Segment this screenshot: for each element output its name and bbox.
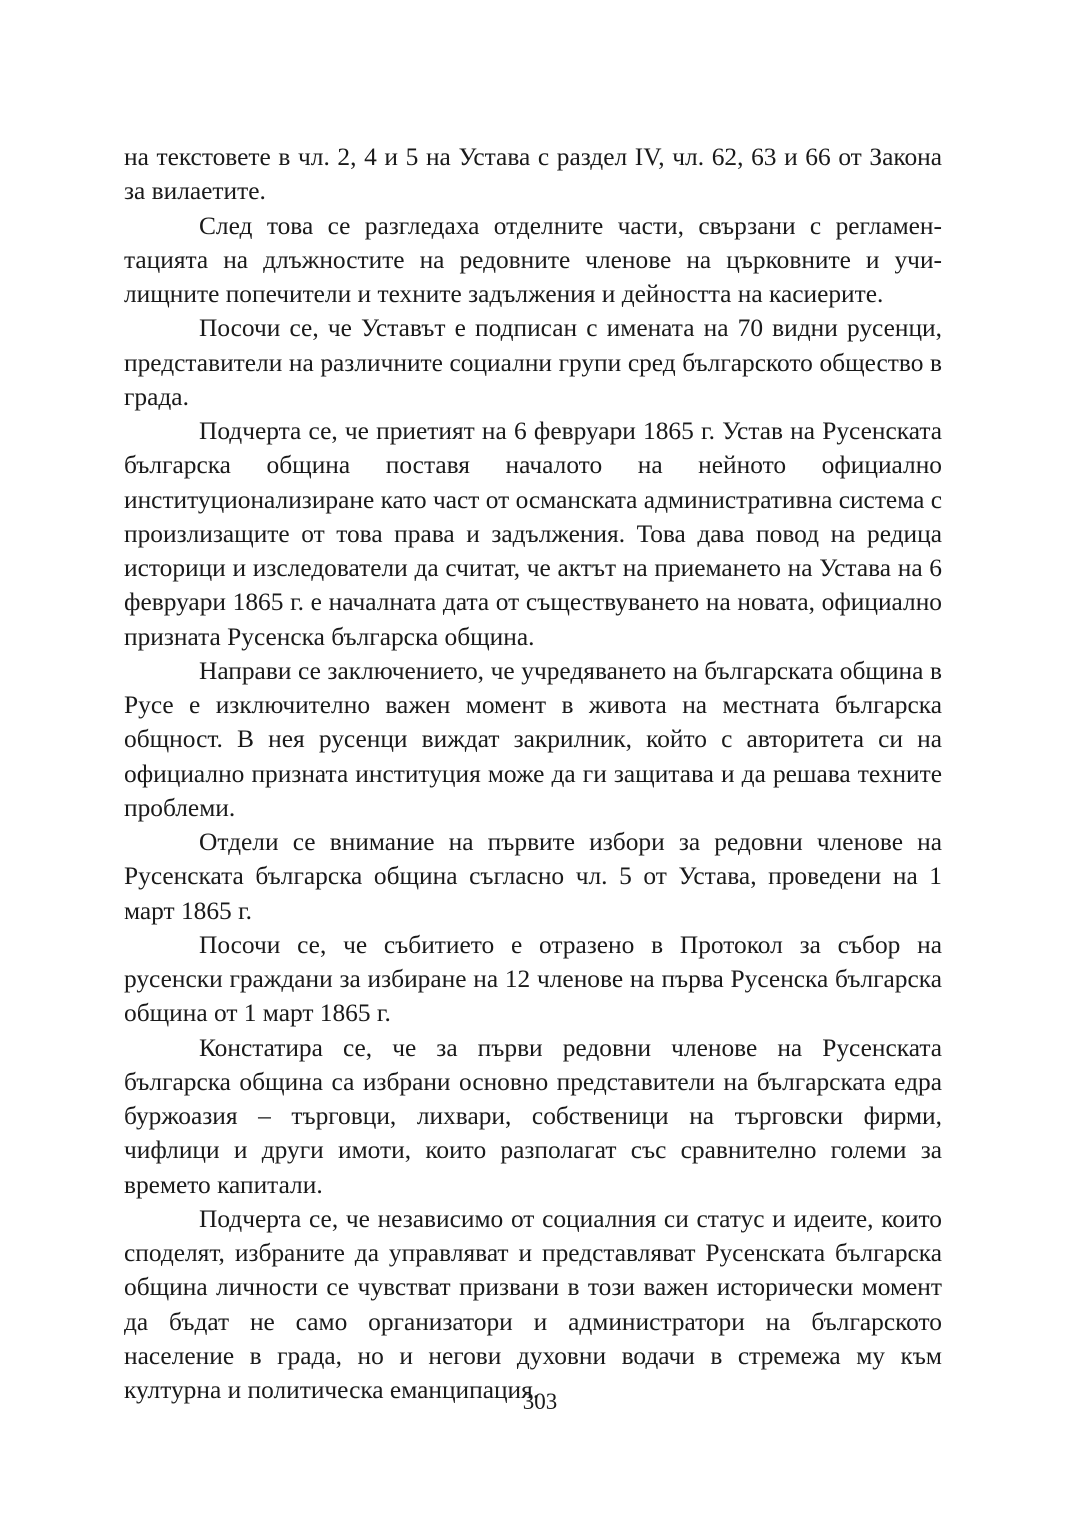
paragraph: Направи се заключението, че учредяването на българската община в Русе е изключително важен момент в живота на местната българска общност. В нея русенци виждат закрилник, който с авторитета си на официално призната институция може да ги защитава и да решава техните проблеми. bbox=[124, 656, 942, 822]
paragraph: Отдели се внимание на първите избори за редовни членове на Русенската българска община съгласно чл. 5 от Устава, проведени на 1 март 1865 г. bbox=[124, 828, 942, 925]
page-number: 303 bbox=[522, 1389, 558, 1414]
paragraph: Подчерта се, че приетият на 6 февруари 1865 г. Устав на Русенската българска община поставя началото на нейното официално институционализиране като част от османската административна система с произлизащите от това права и задължения. Това дава повод на редица историци и изследователи да считат, че актът на приемането на Устава на 6 февруари 1865 г. е началната дата от съществуването на новата, официално призната Русенска българска община. bbox=[124, 417, 942, 651]
paragraph: Посочи се, че Уставът е подписан с имената на 70 видни русенци, представители на различните социални групи сред българското общество в града. bbox=[124, 314, 942, 411]
paragraph: Подчерта се, че независимо от социалния си статус и идеите, които споделят, избраните да управляват и представляват Русенската българска община личности се чувстват призвани в този важен исторически момент да бъдат не само организатори и администратори на българското население в града, но и негови духовни водачи в стремежа му към културна и политическа еманципация. bbox=[124, 1204, 942, 1404]
paragraph-continued: на текстовете в чл. 2, 4 и 5 на Устава с раздел IV, чл. 62, 63 и 66 от Закона за вилаетите. bbox=[124, 143, 942, 206]
paragraph: Констатира се, че за първи редовни членове на Русенската българска община са избрани основно представители на българската едра буржоазия – търговци, лихвари, собственици на търговски фирми, чифлици и други имоти, които разполагат със сравнително големи за времето капитали. bbox=[124, 1033, 942, 1199]
paragraph: След това се разгледаха отделните части, свързани с регламентацията на длъжностите на редовните членове на църковните и училищните попечители и техните задължения и дейността на касиерите. bbox=[124, 211, 942, 308]
body-text bbox=[124, 140, 942, 1407]
paragraph: Посочи се, че събитието е отразено в Протокол за събор на русенски граждани за избиране на 12 членове на първа Русенска българска община от 1 март 1865 г. bbox=[124, 930, 942, 1028]
